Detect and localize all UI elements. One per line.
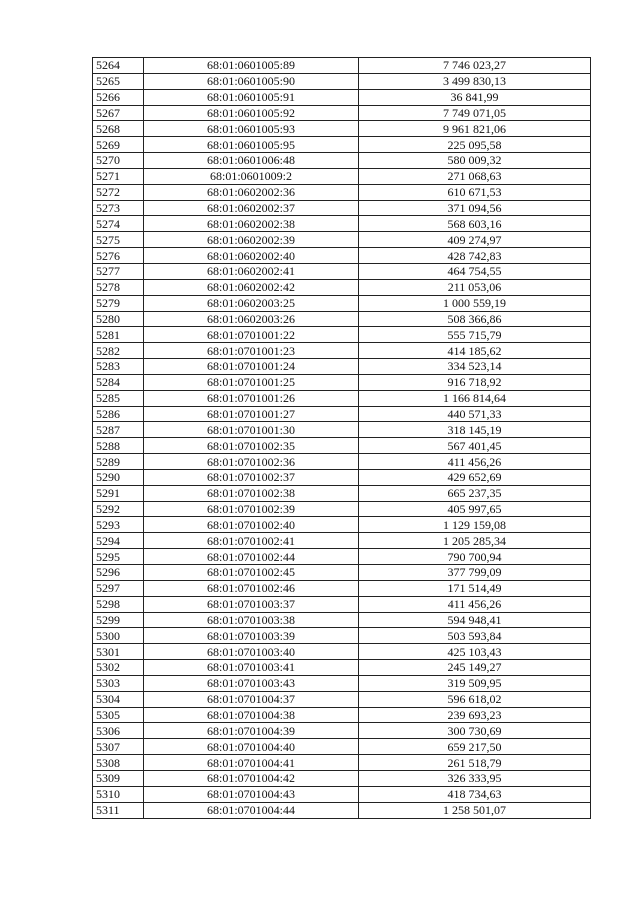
cadastral-value-cell: 225 095,58 xyxy=(359,137,591,153)
row-number-cell: 5265 xyxy=(93,73,144,89)
cadastral-value-cell: 300 730,69 xyxy=(359,723,591,739)
table-row xyxy=(93,248,591,264)
cadastral-number-cell: 68:01:0701001:30 xyxy=(144,422,359,438)
table-row xyxy=(93,454,591,470)
row-number-cell: 5307 xyxy=(93,739,144,755)
row-number-cell: 5278 xyxy=(93,279,144,295)
table-row xyxy=(93,89,591,105)
row-number-cell: 5281 xyxy=(93,327,144,343)
row-number-cell: 5276 xyxy=(93,248,144,264)
table-row xyxy=(93,327,591,343)
row-number-cell: 5270 xyxy=(93,153,144,169)
cadastral-number-cell: 68:01:0701002:36 xyxy=(144,454,359,470)
table-row xyxy=(93,343,591,359)
cadastral-value-cell: 9 961 821,06 xyxy=(359,121,591,137)
cadastral-value-cell: 245 149,27 xyxy=(359,660,591,676)
row-number-cell: 5290 xyxy=(93,469,144,485)
cadastral-value-cell: 555 715,79 xyxy=(359,327,591,343)
cadastral-number-cell: 68:01:0701003:39 xyxy=(144,628,359,644)
cadastral-value-table xyxy=(92,57,591,819)
cadastral-value-cell: 610 671,53 xyxy=(359,184,591,200)
table-row xyxy=(93,422,591,438)
table-row xyxy=(93,216,591,232)
table-row xyxy=(93,660,591,676)
cadastral-value-cell: 418 734,63 xyxy=(359,786,591,802)
table-row xyxy=(93,612,591,628)
cadastral-number-cell: 68:01:0701002:38 xyxy=(144,485,359,501)
row-number-cell: 5287 xyxy=(93,422,144,438)
table-row xyxy=(93,786,591,802)
table-row xyxy=(93,596,591,612)
cadastral-value-cell: 171 514,49 xyxy=(359,580,591,596)
cadastral-number-cell: 68:01:0701004:38 xyxy=(144,707,359,723)
cadastral-number-cell: 68:01:0701001:26 xyxy=(144,390,359,406)
cadastral-number-cell: 68:01:0701001:22 xyxy=(144,327,359,343)
cadastral-value-cell: 409 274,97 xyxy=(359,232,591,248)
row-number-cell: 5269 xyxy=(93,137,144,153)
cadastral-value-cell: 567 401,45 xyxy=(359,438,591,454)
row-number-cell: 5266 xyxy=(93,89,144,105)
row-number-cell: 5274 xyxy=(93,216,144,232)
row-number-cell: 5286 xyxy=(93,406,144,422)
row-number-cell: 5284 xyxy=(93,374,144,390)
cadastral-number-cell: 68:01:0701002:40 xyxy=(144,517,359,533)
cadastral-value-cell: 371 094,56 xyxy=(359,200,591,216)
table-row xyxy=(93,438,591,454)
table-row xyxy=(93,279,591,295)
row-number-cell: 5293 xyxy=(93,517,144,533)
cadastral-value-cell: 659 217,50 xyxy=(359,739,591,755)
row-number-cell: 5304 xyxy=(93,691,144,707)
cadastral-number-cell: 68:01:0701002:41 xyxy=(144,533,359,549)
table-row xyxy=(93,469,591,485)
cadastral-number-cell: 68:01:0701004:40 xyxy=(144,739,359,755)
table-body xyxy=(93,58,591,819)
cadastral-number-cell: 68:01:0601005:93 xyxy=(144,121,359,137)
cadastral-value-cell: 580 009,32 xyxy=(359,153,591,169)
table-row xyxy=(93,153,591,169)
cadastral-value-cell: 414 185,62 xyxy=(359,343,591,359)
cadastral-number-cell: 68:01:0602002:36 xyxy=(144,184,359,200)
cadastral-value-cell: 211 053,06 xyxy=(359,279,591,295)
cadastral-value-cell: 271 068,63 xyxy=(359,168,591,184)
cadastral-value-cell: 440 571,33 xyxy=(359,406,591,422)
cadastral-value-cell: 36 841,99 xyxy=(359,89,591,105)
cadastral-number-cell: 68:01:0602002:42 xyxy=(144,279,359,295)
row-number-cell: 5300 xyxy=(93,628,144,644)
table-row xyxy=(93,707,591,723)
row-number-cell: 5275 xyxy=(93,232,144,248)
cadastral-value-cell: 594 948,41 xyxy=(359,612,591,628)
cadastral-number-cell: 68:01:0601005:90 xyxy=(144,73,359,89)
row-number-cell: 5297 xyxy=(93,580,144,596)
row-number-cell: 5291 xyxy=(93,485,144,501)
row-number-cell: 5268 xyxy=(93,121,144,137)
cadastral-value-cell: 916 718,92 xyxy=(359,374,591,390)
table-row xyxy=(93,485,591,501)
cadastral-number-cell: 68:01:0701002:37 xyxy=(144,469,359,485)
table-row xyxy=(93,802,591,818)
row-number-cell: 5295 xyxy=(93,549,144,565)
cadastral-value-cell: 334 523,14 xyxy=(359,359,591,375)
cadastral-number-cell: 68:01:0602002:39 xyxy=(144,232,359,248)
cadastral-value-cell: 318 145,19 xyxy=(359,422,591,438)
table-row xyxy=(93,565,591,581)
table-row xyxy=(93,390,591,406)
cadastral-value-cell: 7 746 023,27 xyxy=(359,58,591,74)
table-row xyxy=(93,501,591,517)
cadastral-number-cell: 68:01:0701004:37 xyxy=(144,691,359,707)
cadastral-value-cell: 596 618,02 xyxy=(359,691,591,707)
cadastral-number-cell: 68:01:0701002:45 xyxy=(144,565,359,581)
cadastral-value-cell: 790 700,94 xyxy=(359,549,591,565)
cadastral-number-cell: 68:01:0601006:48 xyxy=(144,153,359,169)
cadastral-value-cell: 377 799,09 xyxy=(359,565,591,581)
table-row xyxy=(93,739,591,755)
row-number-cell: 5283 xyxy=(93,359,144,375)
table-row xyxy=(93,644,591,660)
cadastral-value-cell: 568 603,16 xyxy=(359,216,591,232)
cadastral-number-cell: 68:01:0601005:92 xyxy=(144,105,359,121)
row-number-cell: 5303 xyxy=(93,675,144,691)
table-row xyxy=(93,533,591,549)
cadastral-value-cell: 503 593,84 xyxy=(359,628,591,644)
cadastral-value-cell: 405 997,65 xyxy=(359,501,591,517)
table-row xyxy=(93,628,591,644)
cadastral-number-cell: 68:01:0602003:26 xyxy=(144,311,359,327)
table-row xyxy=(93,374,591,390)
cadastral-number-cell: 68:01:0701004:44 xyxy=(144,802,359,818)
row-number-cell: 5296 xyxy=(93,565,144,581)
row-number-cell: 5280 xyxy=(93,311,144,327)
table-row xyxy=(93,105,591,121)
table-row xyxy=(93,121,591,137)
table-row xyxy=(93,58,591,74)
row-number-cell: 5271 xyxy=(93,168,144,184)
cadastral-value-cell: 1 258 501,07 xyxy=(359,802,591,818)
row-number-cell: 5298 xyxy=(93,596,144,612)
cadastral-value-cell: 3 499 830,13 xyxy=(359,73,591,89)
cadastral-number-cell: 68:01:0601005:95 xyxy=(144,137,359,153)
cadastral-value-cell: 1 166 814,64 xyxy=(359,390,591,406)
cadastral-value-cell: 1 205 285,34 xyxy=(359,533,591,549)
table-row xyxy=(93,295,591,311)
cadastral-value-cell: 239 693,23 xyxy=(359,707,591,723)
row-number-cell: 5302 xyxy=(93,660,144,676)
cadastral-value-cell: 428 742,83 xyxy=(359,248,591,264)
cadastral-number-cell: 68:01:0602002:37 xyxy=(144,200,359,216)
row-number-cell: 5273 xyxy=(93,200,144,216)
cadastral-value-cell: 326 333,95 xyxy=(359,770,591,786)
cadastral-number-cell: 68:01:0701003:40 xyxy=(144,644,359,660)
cadastral-number-cell: 68:01:0701002:35 xyxy=(144,438,359,454)
cadastral-number-cell: 68:01:0602002:41 xyxy=(144,263,359,279)
table-row xyxy=(93,675,591,691)
cadastral-number-cell: 68:01:0701003:43 xyxy=(144,675,359,691)
row-number-cell: 5288 xyxy=(93,438,144,454)
cadastral-value-cell: 508 366,86 xyxy=(359,311,591,327)
cadastral-number-cell: 68:01:0701002:39 xyxy=(144,501,359,517)
cadastral-number-cell: 68:01:0602003:25 xyxy=(144,295,359,311)
cadastral-number-cell: 68:01:0701004:39 xyxy=(144,723,359,739)
cadastral-number-cell: 68:01:0602002:38 xyxy=(144,216,359,232)
table-row xyxy=(93,580,591,596)
cadastral-number-cell: 68:01:0601009:2 xyxy=(144,168,359,184)
cadastral-value-cell: 261 518,79 xyxy=(359,755,591,771)
cadastral-number-cell: 68:01:0701004:43 xyxy=(144,786,359,802)
table-row xyxy=(93,517,591,533)
table-row xyxy=(93,691,591,707)
table-row xyxy=(93,232,591,248)
cadastral-number-cell: 68:01:0701003:37 xyxy=(144,596,359,612)
table-row xyxy=(93,755,591,771)
row-number-cell: 5264 xyxy=(93,58,144,74)
table-row xyxy=(93,184,591,200)
table-row xyxy=(93,723,591,739)
cadastral-value-cell: 425 103,43 xyxy=(359,644,591,660)
row-number-cell: 5311 xyxy=(93,802,144,818)
row-number-cell: 5306 xyxy=(93,723,144,739)
cadastral-value-cell: 7 749 071,05 xyxy=(359,105,591,121)
row-number-cell: 5310 xyxy=(93,786,144,802)
cadastral-value-cell: 319 509,95 xyxy=(359,675,591,691)
cadastral-value-cell: 411 456,26 xyxy=(359,454,591,470)
row-number-cell: 5267 xyxy=(93,105,144,121)
row-number-cell: 5305 xyxy=(93,707,144,723)
cadastral-value-cell: 1 129 159,08 xyxy=(359,517,591,533)
row-number-cell: 5308 xyxy=(93,755,144,771)
table-row xyxy=(93,73,591,89)
cadastral-number-cell: 68:01:0601005:89 xyxy=(144,58,359,74)
table-row xyxy=(93,137,591,153)
cadastral-value-cell: 665 237,35 xyxy=(359,485,591,501)
cadastral-value-cell: 429 652,69 xyxy=(359,469,591,485)
table-row xyxy=(93,406,591,422)
row-number-cell: 5289 xyxy=(93,454,144,470)
cadastral-number-cell: 68:01:0701001:24 xyxy=(144,359,359,375)
table-row xyxy=(93,770,591,786)
cadastral-number-cell: 68:01:0701003:41 xyxy=(144,660,359,676)
cadastral-value-cell: 464 754,55 xyxy=(359,263,591,279)
cadastral-number-cell: 68:01:0701001:23 xyxy=(144,343,359,359)
row-number-cell: 5279 xyxy=(93,295,144,311)
row-number-cell: 5301 xyxy=(93,644,144,660)
cadastral-number-cell: 68:01:0701004:42 xyxy=(144,770,359,786)
row-number-cell: 5285 xyxy=(93,390,144,406)
cadastral-number-cell: 68:01:0601005:91 xyxy=(144,89,359,105)
row-number-cell: 5309 xyxy=(93,770,144,786)
cadastral-number-cell: 68:01:0701001:27 xyxy=(144,406,359,422)
cadastral-number-cell: 68:01:0701002:44 xyxy=(144,549,359,565)
cadastral-number-cell: 68:01:0701002:46 xyxy=(144,580,359,596)
table-row xyxy=(93,263,591,279)
row-number-cell: 5272 xyxy=(93,184,144,200)
table-row xyxy=(93,549,591,565)
table-row xyxy=(93,200,591,216)
cadastral-number-cell: 68:01:0701004:41 xyxy=(144,755,359,771)
row-number-cell: 5294 xyxy=(93,533,144,549)
table-row xyxy=(93,168,591,184)
cadastral-number-cell: 68:01:0701001:25 xyxy=(144,374,359,390)
cadastral-value-cell: 411 456,26 xyxy=(359,596,591,612)
table-row xyxy=(93,359,591,375)
row-number-cell: 5292 xyxy=(93,501,144,517)
table-row xyxy=(93,311,591,327)
cadastral-number-cell: 68:01:0602002:40 xyxy=(144,248,359,264)
row-number-cell: 5299 xyxy=(93,612,144,628)
row-number-cell: 5277 xyxy=(93,263,144,279)
cadastral-value-cell: 1 000 559,19 xyxy=(359,295,591,311)
cadastral-number-cell: 68:01:0701003:38 xyxy=(144,612,359,628)
row-number-cell: 5282 xyxy=(93,343,144,359)
